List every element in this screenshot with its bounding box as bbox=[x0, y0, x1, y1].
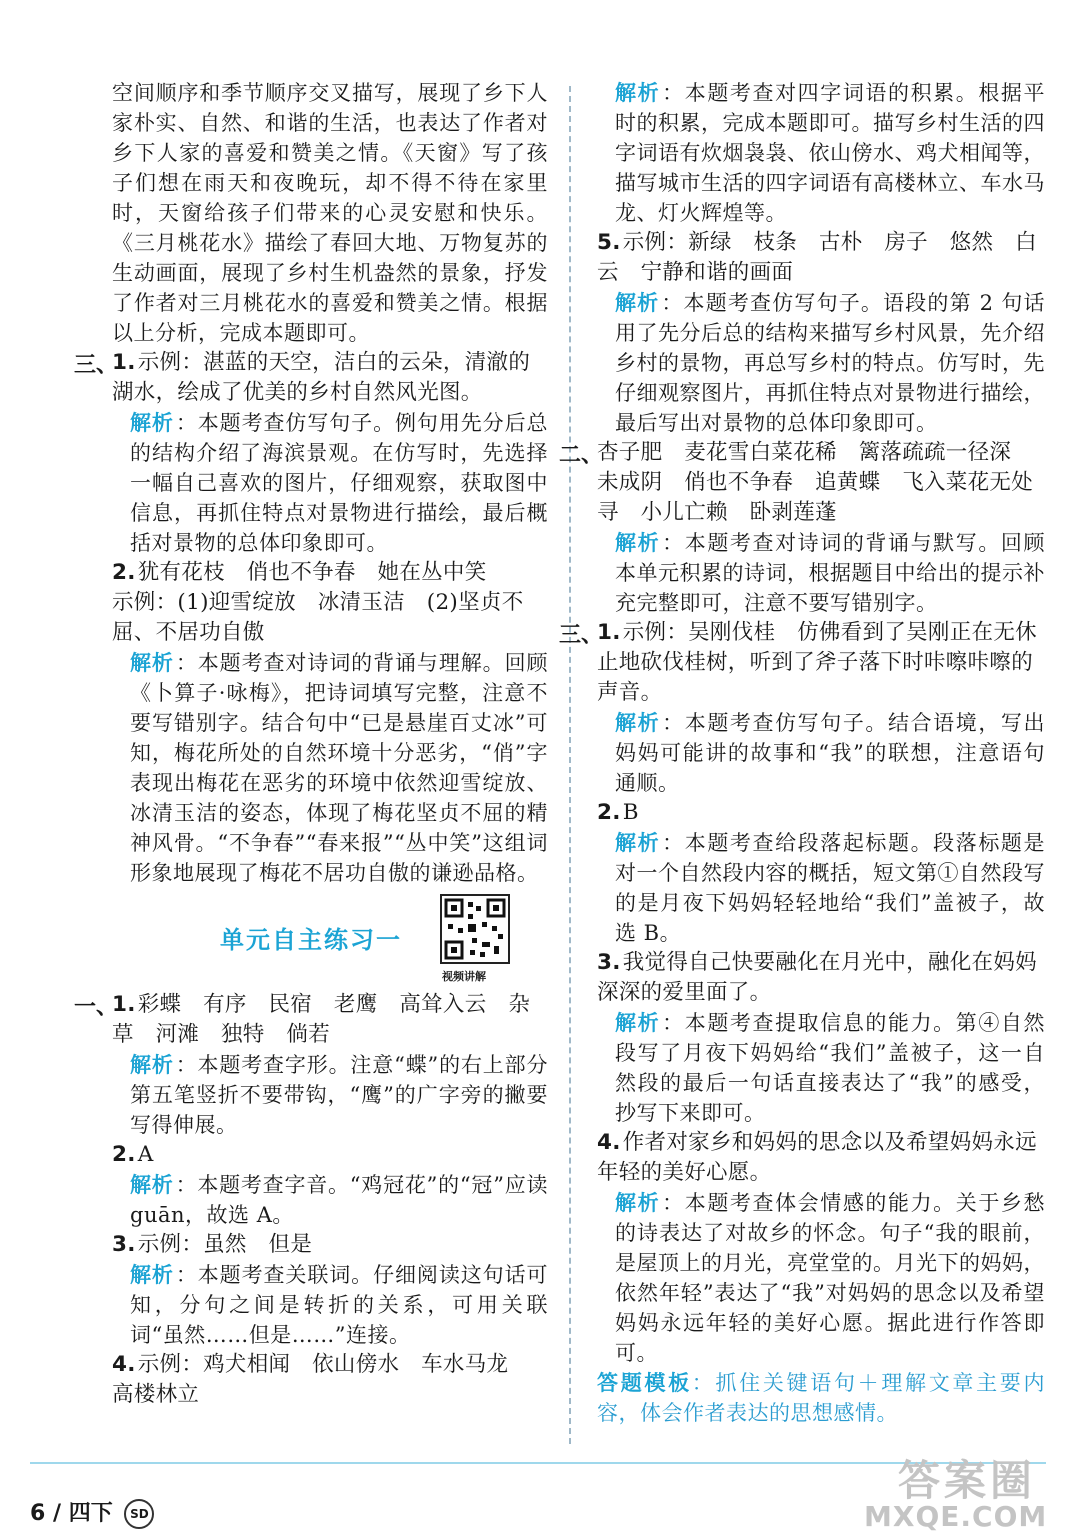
watermark-url: MXQE.COM bbox=[864, 1500, 1048, 1533]
explanation-q2: 解析：本题考查字音。“鸡冠花”的“冠”应读 guān，故选 A。 bbox=[130, 1173, 548, 1227]
watermark-logo bbox=[858, 1448, 1070, 1534]
section-three bbox=[74, 348, 549, 888]
left-column bbox=[74, 78, 549, 1410]
section-marker: 三、 bbox=[559, 622, 604, 648]
explanation-q4: 解析：本题考查对四字词语的积累。根据平时的积累，完成本题即可。描写乡村生活的四字词语有炊烟袅袅、依山傍水、鸡犬相闻等，描写城市生活的四字词语有高楼林立、车水马龙、灯火辉煌等。 bbox=[615, 81, 1046, 225]
unit-section-three bbox=[559, 618, 1046, 1428]
answer-q1: 1.彩蝶 有序 民宿 老鹰 高耸入云 杂草 河滩 独特 倘若 bbox=[112, 992, 531, 1047]
explanation-q2: 解析：本题考查对诗词的背诵与理解。回顾《卜算子·咏梅》，把诗词填写完整，注意不要写错别字。结合句中“已是悬崖百丈冰”可知，梅花所处的自然环境十分恶劣，“俏”字表现出梅花在恶劣的环境中依然迎雪绽放、冰清玉洁的姿态，体现了梅花坚贞不屈的精神风骨。“不争春”“春来报”“丛中笑”这组词形象地展现了梅花不居功自傲的谦逊品格。 bbox=[130, 651, 549, 885]
explanation-q3: 解析：本题考查提取信息的能力。第④自然段写了月夜下妈妈给“我们”盖被子，这一自然段的最后一句话直接表达了“我”的感受，抄写下来即可。 bbox=[615, 1011, 1046, 1125]
answer-q5: 5.示例：新绿 枝条 古朴 房子 悠然 白云 宁静和谐的画面 bbox=[597, 230, 1037, 285]
answer-q1: 1.示例：湛蓝的天空，洁白的云朵，清澈的湖水，绘成了优美的乡村自然风光图。 bbox=[112, 350, 531, 405]
footer-separator: / bbox=[52, 1501, 62, 1526]
answer-poems: 杏子肥 麦花雪白菜花稀 篱落疏疏一径深 未成阴 俏也不争春 追黄蝶 飞入菜花无处寻 小儿亡赖 卧剥莲蓬 bbox=[597, 440, 1034, 525]
right-column bbox=[559, 78, 1046, 1428]
unit-header bbox=[112, 894, 548, 990]
explanation-q1: 解析：本题考查字形。注意“蝶”的右上部分第五笔竖折不要带钩，“鹰”的广字旁的撇要写得伸展。 bbox=[130, 1053, 548, 1137]
column-divider bbox=[569, 86, 571, 1444]
page-footer bbox=[30, 1496, 154, 1529]
unit-title: 单元自主练习一 bbox=[220, 926, 402, 954]
answer-template: 答题模板：抓住关键语句＋理解文章主要内容，体会作者表达的思想感情。 bbox=[597, 1371, 1046, 1425]
qr-code-icon[interactable] bbox=[440, 894, 510, 964]
answer-q1: 1.示例：吴刚伐桂 仿佛看到了吴刚正在无休止地砍伐桂树，听到了斧子落下时咔嚓咔嚓的声音。 bbox=[597, 620, 1037, 705]
explanation-q5: 解析：本题考查仿写句子。语段的第 2 句话用了先分后总的结构来描写乡村风景，先介绍乡村的景物，再总写乡村的特点。仿写时，先仔细观察图片，再抓住特点对景物进行描绘，最后写出对景物的总体印象即可。 bbox=[615, 291, 1046, 435]
answer-q3: 3.我觉得自己快要融化在月光中，融化在妈妈深深的爱里面了。 bbox=[597, 950, 1037, 1005]
answer-q2: 2.B bbox=[597, 800, 639, 825]
unit-section-one bbox=[74, 990, 549, 1410]
page-number: 6 bbox=[30, 1501, 46, 1526]
unit-section-two bbox=[559, 438, 1046, 618]
explanation-q4: 解析：本题考查体会情感的能力。关于乡愁的诗表达了对故乡的怀念。句子“我的眼前，是屋顶上的月光，亮堂堂的。月光下的妈妈，依然年轻”表达了“我”对妈妈的思念以及希望妈妈永远年轻的美好心愿。据此进行作答即可。 bbox=[615, 1191, 1046, 1365]
answer-q2: 2.犹有花枝 俏也不争春 她在丛中笑 bbox=[112, 560, 487, 585]
explanation-q1: 解析：本题考查仿写句子。例句用先分后总的结构介绍了海滨景观。在仿写时，先选择一幅自己喜欢的图片，仔细观察，获取图中信息，再抓住特点对景物进行描绘，最后概括对景物的总体印象即可。 bbox=[130, 411, 549, 555]
answer-q2-example: 示例：(1)迎雪绽放 冰清玉洁 (2)坚贞不屈、不居功自傲 bbox=[112, 590, 524, 645]
edition-badge-icon: SD bbox=[124, 1499, 154, 1529]
watermark-title: 答案圈 bbox=[898, 1456, 1037, 1505]
answer-q4: 4.示例：鸡犬相闻 依山傍水 车水马龙 高楼林立 bbox=[112, 1352, 531, 1407]
answer-q2: 2.A bbox=[112, 1142, 154, 1167]
section-marker: 一、 bbox=[74, 994, 119, 1020]
answer-q4: 4.作者对家乡和妈妈的思念以及希望妈妈永远年轻的美好心愿。 bbox=[597, 1130, 1037, 1185]
qr-label: 视频讲解 bbox=[442, 970, 486, 983]
section-marker: 三、 bbox=[74, 352, 119, 378]
explanation-poems: 解析：本题考查对诗词的背诵与默写。回顾本单元积累的诗词，根据题目中给出的提示补充完整即可，注意不要写错别字。 bbox=[615, 531, 1046, 615]
intro-paragraph: 空间顺序和季节顺序交叉描写，展现了乡下人家朴实、自然、和谐的生活，也表达了作者对乡下人家的喜爱和赞美之情。《天窗》写了孩子们想在雨天和夜晚玩，却不得不待在家里时，天窗给孩子们带来的心灵安慰和快乐。《三月桃花水》描绘了春回大地、万物复苏的生动画面，展现了乡村生机盎然的景象，抒发了作者对三月桃花水的喜爱和赞美之情。根据以上分析，完成本题即可。 bbox=[112, 81, 548, 345]
answer-q3: 3.示例：虽然 但是 bbox=[112, 1232, 313, 1257]
explanation-q2: 解析：本题考查给段落起标题。段落标题是对一个自然段内容的概括，短文第①自然段写的是月夜下妈妈轻轻地给“我们”盖被子，故选 B。 bbox=[615, 831, 1046, 945]
section-marker: 二、 bbox=[559, 442, 604, 468]
explanation-q3: 解析：本题考查关联词。仔细阅读这句话可知，分句之间是转折的关系，可用关联词“虽然……但是……”连接。 bbox=[130, 1263, 549, 1347]
explanation-q1: 解析：本题考查仿写句子。结合语境，写出妈妈可能讲的故事和“我”的联想，注意语句通顺。 bbox=[615, 711, 1046, 795]
grade-label: 四下 bbox=[68, 1501, 113, 1526]
